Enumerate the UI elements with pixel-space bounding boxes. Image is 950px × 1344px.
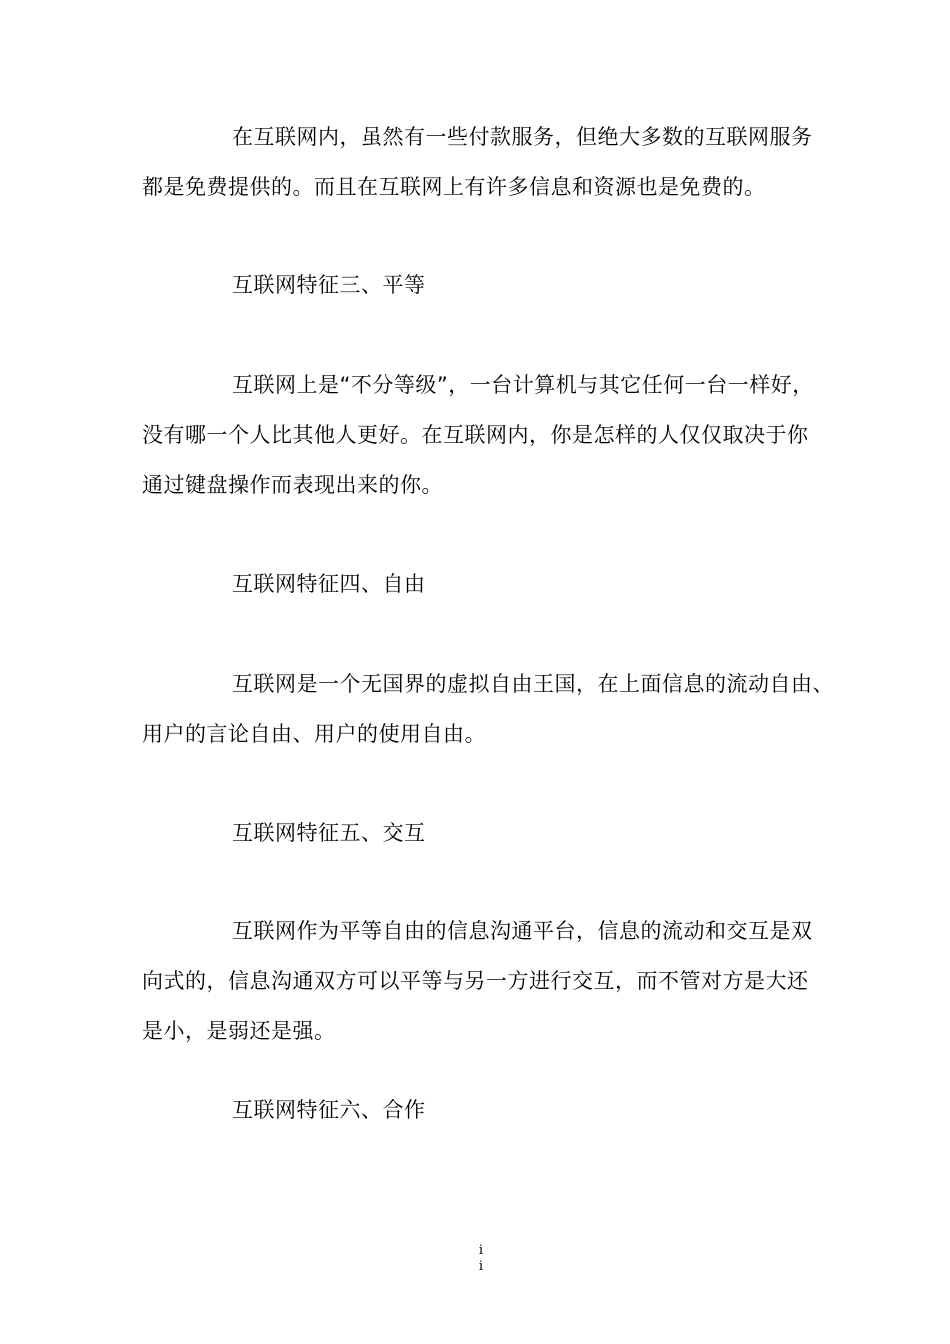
paragraph-line: 都是免费提供的。而且在互联网上有许多信息和资源也是免费的。 [142,175,766,199]
paragraph-line: 互联网上是“不分等级”，一台计算机与其它任何一台一样好， [232,373,814,397]
paragraph-line: 是小，是弱还是强。 [142,1019,336,1043]
page-number-mark: i [478,1243,484,1258]
paragraph-line: 没有哪一个人比其他人更好。在互联网内，你是怎样的人仅仅取决于你 [142,423,809,447]
page-number-mark: i [478,1259,484,1274]
paragraph-line: 通过键盘操作而表现出来的你。 [142,473,443,497]
section-heading: 互联网特征四、自由 [232,572,426,596]
section-heading: 互联网特征五、交互 [232,821,426,845]
paragraph-line: 互联网作为平等自由的信息沟通平台，信息的流动和交互是双 [232,919,813,943]
section-heading: 互联网特征六、合作 [232,1098,426,1122]
paragraph-line: 向式的，信息沟通双方可以平等与另一方进行交互，而不管对方是大还 [142,969,809,993]
paragraph-line: 在互联网内，虽然有一些付款服务，但绝大多数的互联网服务 [232,125,813,149]
section-heading: 互联网特征三、平等 [232,273,426,297]
paragraph-line: 互联网是一个无国界的虚拟自由王国，在上面信息的流动自由、 [232,672,834,696]
paragraph-line: 用户的言论自由、用户的使用自由。 [142,722,486,746]
